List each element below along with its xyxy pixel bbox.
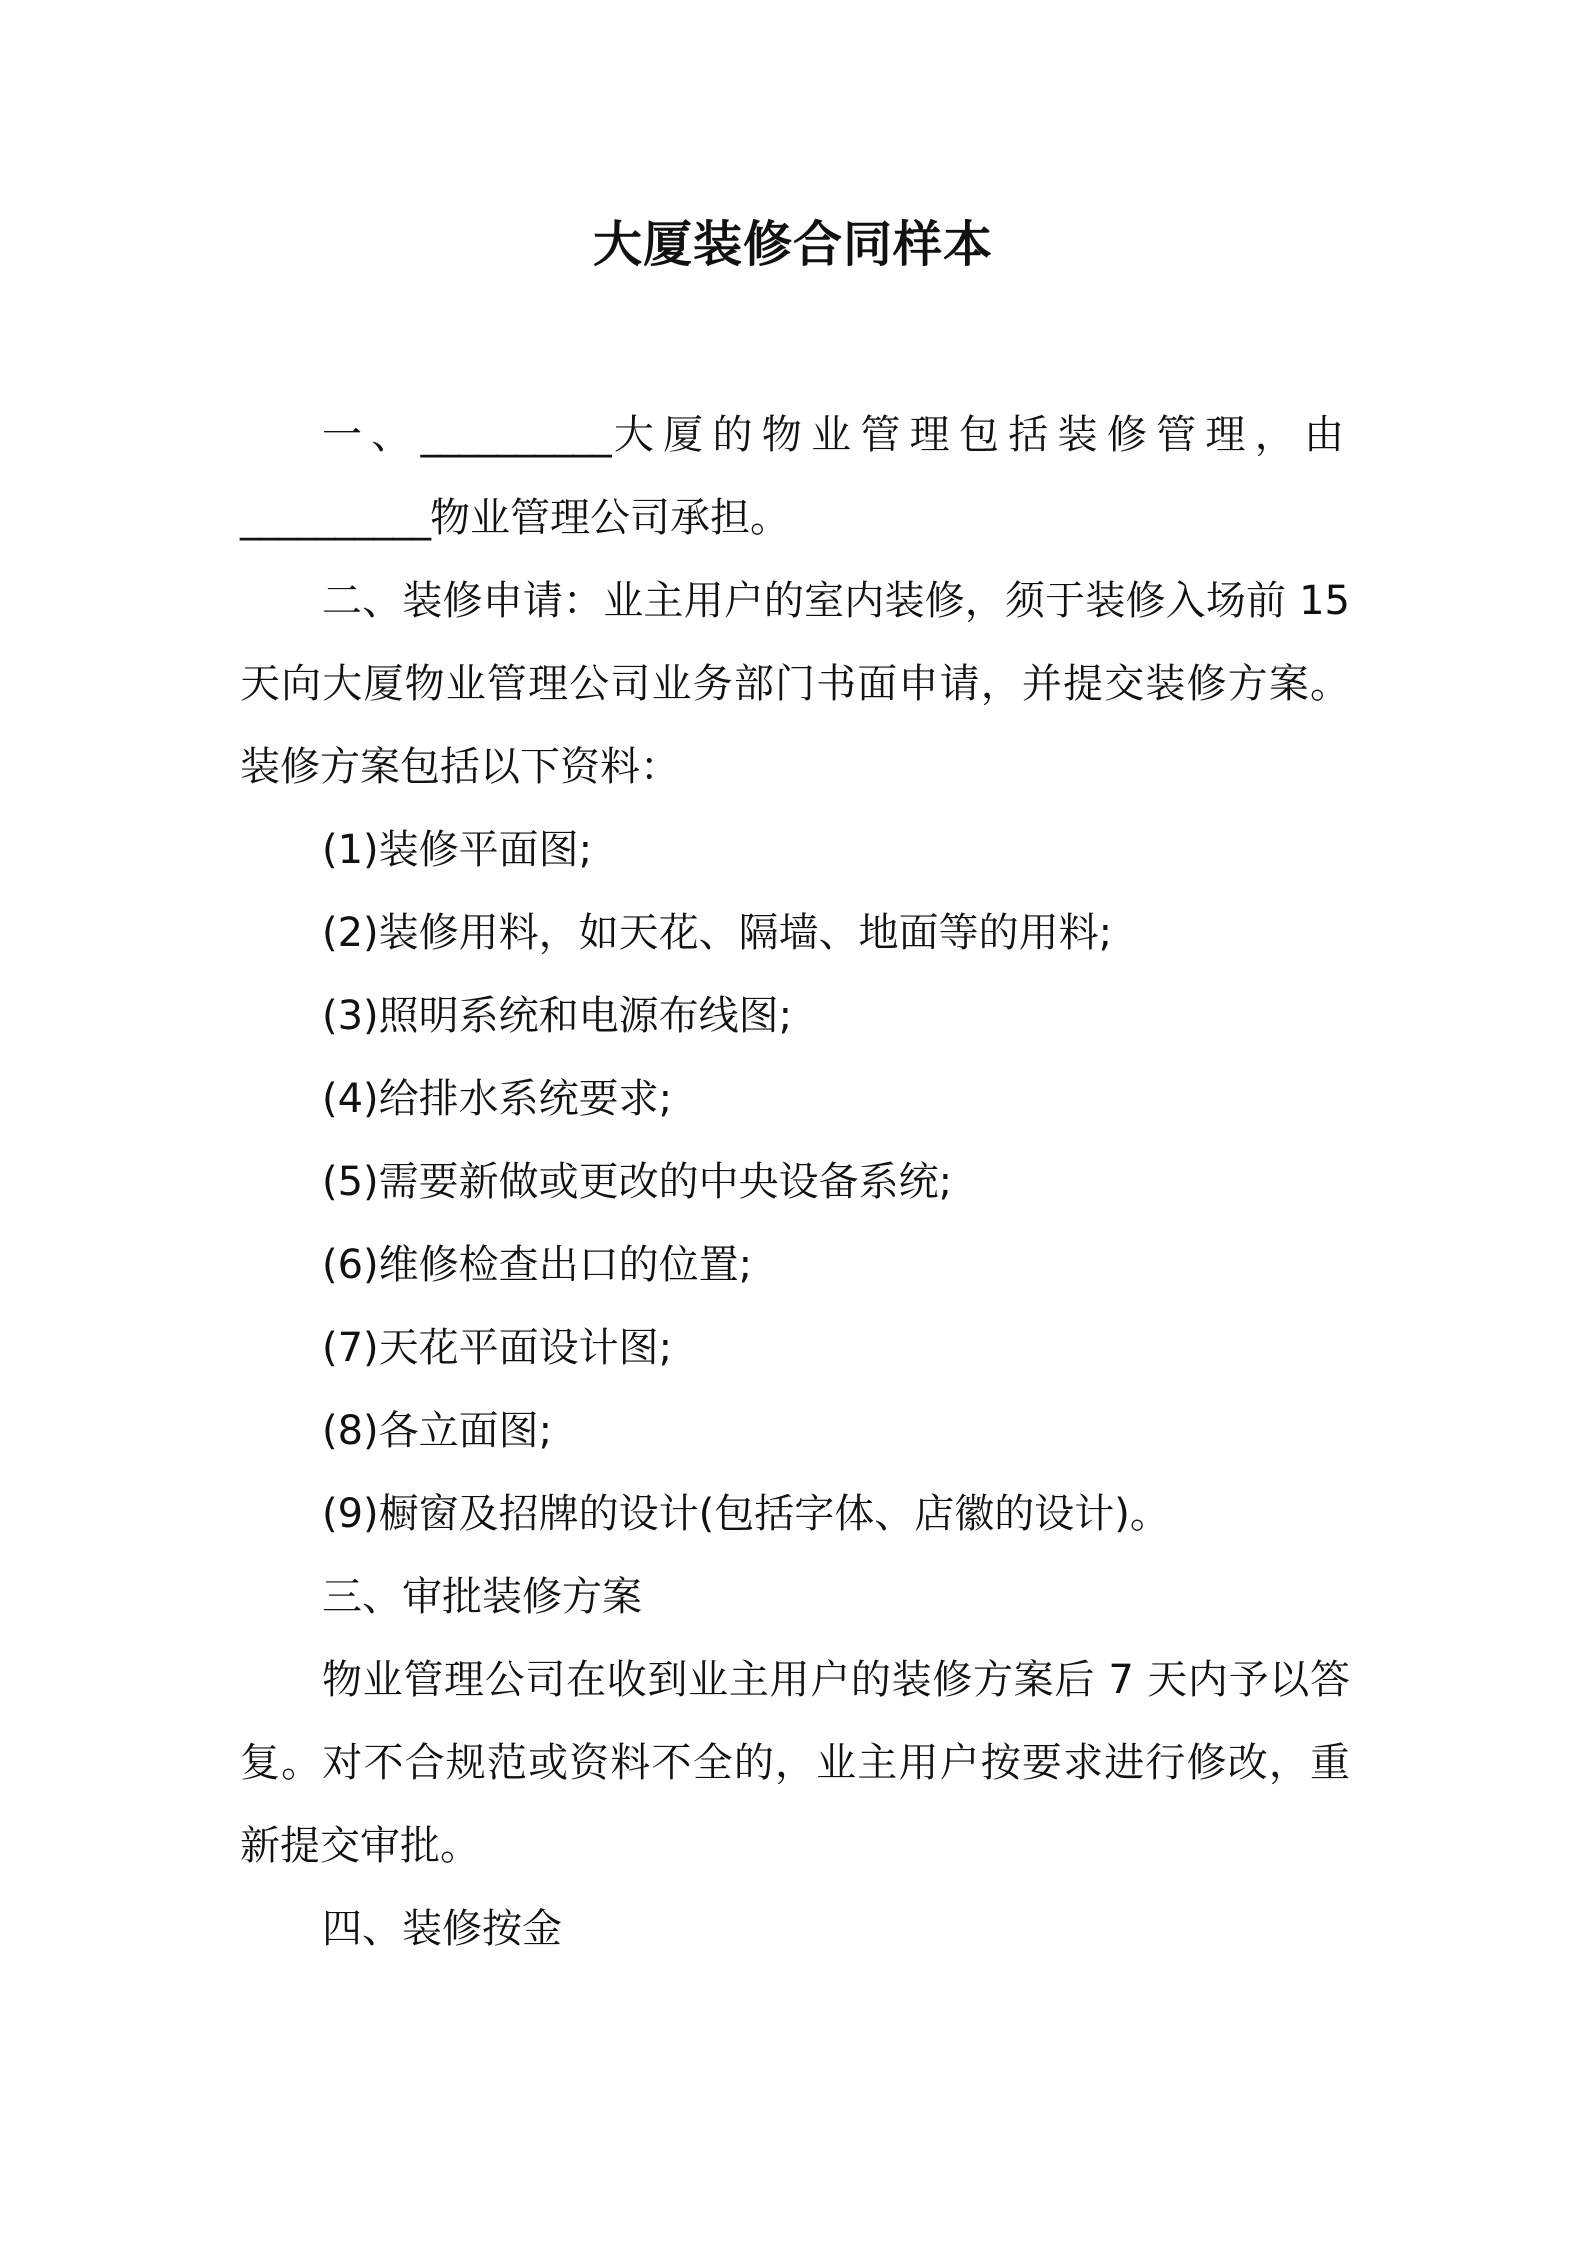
section-1-prefix: 一、 <box>322 412 421 458</box>
section-2-paragraph: 二、装修申请：业主用户的室内装修，须于装修入场前 15 天向大厦物业管理公司业务部门书面申请，并提交装修方案。装修方案包括以下资料： <box>240 578 1350 790</box>
section-1-text-1: 大厦的物业管理包括装修管理，由 <box>610 412 1351 458</box>
list-item-2: (2)装修用料，如天花、隔墙、地面等的用料; <box>322 910 1113 956</box>
section-1-text-2: 物业管理公司承担。 <box>430 495 790 541</box>
section-1-paragraph <box>240 394 1350 560</box>
list-item-3: (3)照明系统和电源布线图; <box>322 993 793 1039</box>
section-3-heading: 三、审批装修方案 <box>322 1574 642 1620</box>
list-item-9: (9)橱窗及招牌的设计(包括字体、店徽的设计)。 <box>322 1491 1170 1537</box>
section-1-blank-2: __________ <box>240 495 430 541</box>
list-item-8: (8)各立面图; <box>322 1408 553 1454</box>
section-1-blank-1: __________ <box>420 412 611 458</box>
list-item-7: (7)天花平面设计图; <box>322 1325 673 1371</box>
list-item-6: (6)维修检查出口的位置; <box>322 1242 753 1288</box>
list-item-1: (1)装修平面图; <box>322 827 593 873</box>
document-body <box>240 394 1350 1971</box>
list-item-5: (5)需要新做或更改的中央设备系统; <box>322 1159 953 1205</box>
document-title: 大厦装修合同样本 <box>592 216 993 273</box>
section-4-heading: 四、装修按金 <box>322 1906 562 1952</box>
section-3-paragraph: 物业管理公司在收到业主用户的装修方案后 7 天内予以答复。对不合规范或资料不全的，业主用户按要求进行修改，重新提交审批。 <box>240 1657 1350 1869</box>
list-item-4: (4)给排水系统要求; <box>322 1076 673 1122</box>
